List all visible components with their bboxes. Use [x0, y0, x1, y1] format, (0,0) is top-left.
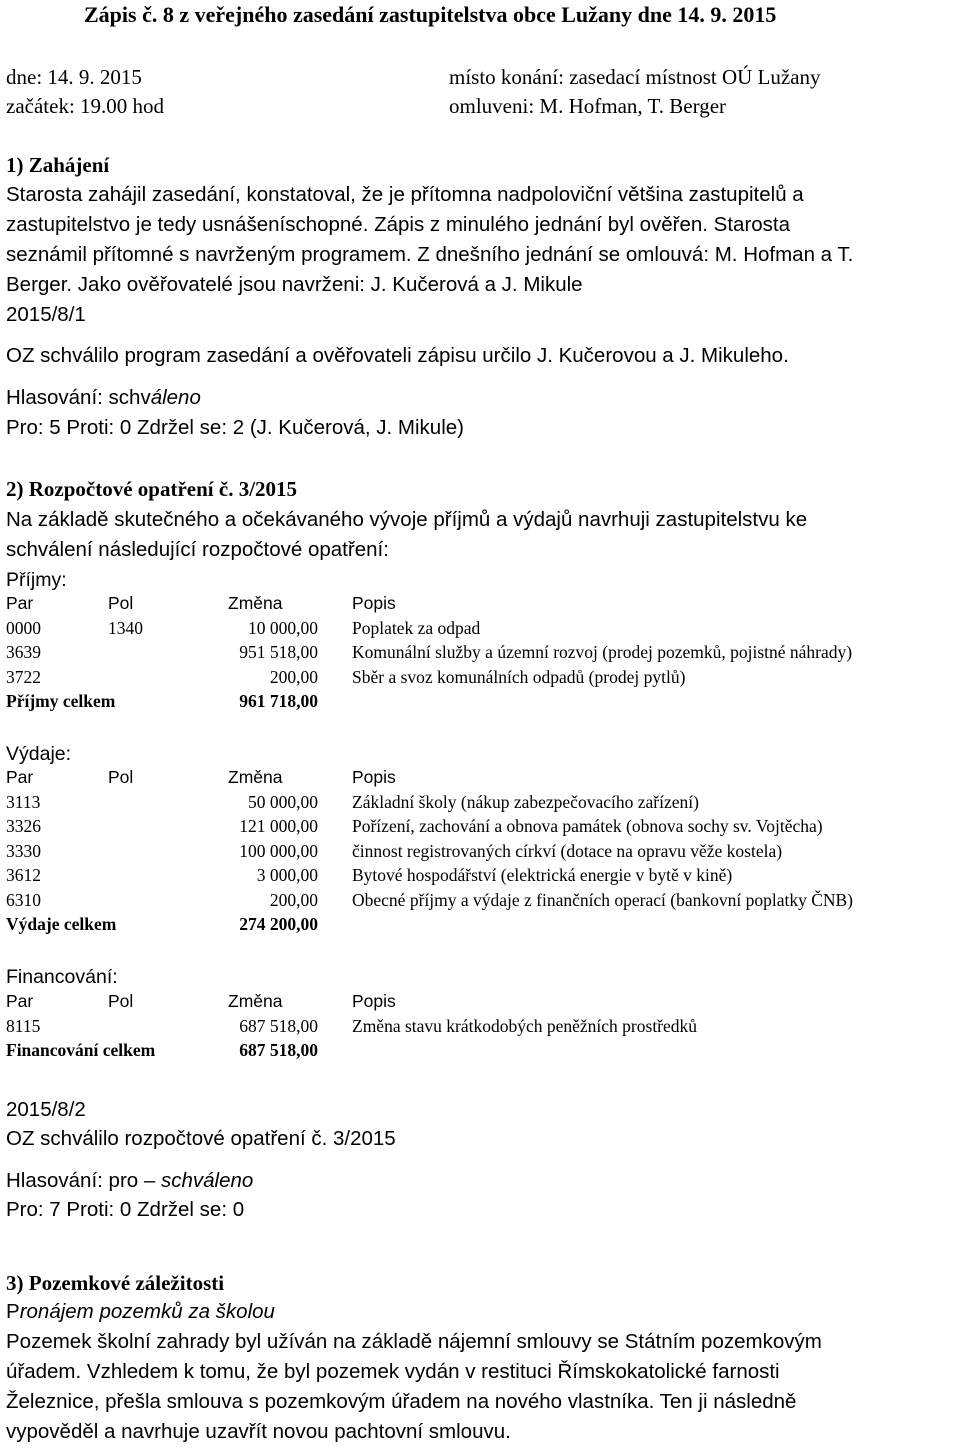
cell-popis: Pořízení, zachování a obnova památek (obnova sochy sv. Vojtěcha)	[352, 816, 823, 836]
cell-par: 6310	[6, 889, 41, 910]
cell-pol	[108, 665, 168, 690]
cell-pol	[108, 790, 168, 815]
table-row	[6, 1014, 697, 1039]
table-header-row	[6, 989, 697, 1014]
cell-zmena: 951 518,00	[239, 642, 318, 662]
section-1-line: Starosta zahájil zasedání, konstatoval, že je přítomna nadpoloviční většina zastupitelů a	[6, 183, 804, 206]
section-3-line: vypověděl a navrhuje uzavřít novou pachtovní smlouvu.	[6, 1420, 511, 1443]
section-1-line: seznámil přítomné s navrženým programem. Z dnešního jednání se omlouvá: M. Hofman a T.	[6, 243, 854, 266]
col-par: Par	[6, 991, 34, 1011]
section-2-intro-line: schválení následující rozpočtové opatření:	[6, 538, 389, 561]
col-popis: Popis	[352, 767, 396, 787]
col-pol: Pol	[108, 593, 134, 613]
col-popis: Popis	[352, 593, 396, 613]
table-row	[6, 863, 853, 888]
table-total-row	[6, 912, 853, 937]
total-label: Příjmy celkem	[6, 691, 116, 711]
section-2-intro-line: Na základě skutečného a očekávaného vývoje příjmů a výdajů navrhuji zastupitelstvu ke	[6, 508, 808, 531]
cell-pol	[108, 640, 168, 665]
cell-popis: Sběr a svoz komunálních odpadů (prodej pytlů)	[352, 666, 686, 687]
table-row	[6, 616, 852, 641]
cell-zmena: 50 000,00	[248, 791, 318, 812]
page-title: Zápis č. 8 z veřejného zasedání zastupitelstva obce Lužany dne 14. 9. 2015	[84, 2, 777, 27]
resolution-2-number: 2015/8/2	[6, 1098, 86, 1121]
income-table	[6, 591, 852, 714]
cell-zmena: 200,00	[269, 889, 318, 910]
section-3-line: Železnice, přešla smlouva s pozemkovým úřadem na nového vlastníka. Ten ji následně	[6, 1390, 797, 1413]
cell-popis: Základní školy (nákup zabezpečovacího zařízení)	[352, 791, 699, 812]
cell-par: 3330	[6, 840, 41, 861]
section-3-line: Pozemek školní zahrady byl užíván na základě nájemní smlouvy se Státním pozemkovým	[6, 1330, 822, 1353]
cell-par: 3326	[6, 816, 41, 836]
cell-zmena: 121 000,00	[239, 816, 318, 836]
income-label: Příjmy:	[6, 569, 67, 591]
subheading-initial: P	[6, 1300, 20, 1323]
cell-zmena: 3 000,00	[256, 865, 318, 885]
vote-1-label: Hlasování: schv	[6, 386, 151, 409]
section-3-subheading	[6, 1297, 956, 1327]
col-par: Par	[6, 767, 34, 787]
vote-2-count: Pro: 7 Proti: 0 Zdržel se: 0	[6, 1198, 245, 1221]
cell-pol	[108, 839, 168, 864]
cell-popis: Změna stavu krátkodobých peněžních prostředků	[352, 1015, 698, 1036]
col-zmena: Změna	[228, 991, 283, 1011]
cell-pol	[108, 888, 168, 913]
cell-pol: 1340	[108, 617, 143, 638]
table-total-row	[6, 1038, 697, 1063]
cell-par: 3612	[6, 865, 41, 885]
meeting-start: začátek: 19.00 hod	[6, 94, 165, 118]
cell-zmena: 687 518,00	[239, 1015, 318, 1036]
section-1-heading: 1) Zahájení	[6, 153, 110, 177]
cell-zmena: 10 000,00	[248, 617, 318, 638]
meeting-place: místo konání: zasedací místnost OÚ Lužany	[449, 65, 821, 89]
col-pol: Pol	[108, 991, 134, 1011]
section-2-heading: 2) Rozpočtové opatření č. 3/2015	[6, 477, 298, 501]
cell-par: 3722	[6, 666, 41, 687]
resolution-1-text: OZ schválilo program zasedání a ověřovateli zápisu určilo J. Kučerovou a J. Mikuleho.	[6, 344, 789, 367]
resolution-1-number: 2015/8/1	[6, 303, 86, 326]
total-value: 274 200,00	[239, 914, 318, 934]
section-3-line: úřadem. Vzhledem k tomu, že byl pozemek vydán v restituci Římskokatolické farnosti	[6, 1360, 780, 1383]
col-pol: Pol	[108, 767, 134, 787]
table-header-row	[6, 591, 852, 616]
cell-pol	[108, 863, 168, 888]
cell-popis: Poplatek za odpad	[352, 617, 481, 638]
cell-popis: činnost registrovaných církví (dotace na opravu věže kostela)	[352, 840, 783, 861]
col-zmena: Změna	[228, 593, 283, 613]
cell-par: 8115	[6, 1015, 41, 1036]
table-row	[6, 814, 853, 839]
col-par: Par	[6, 593, 34, 613]
meeting-date: dne: 14. 9. 2015	[6, 65, 142, 89]
table-row	[6, 665, 852, 690]
vote-2-result: schváleno	[160, 1169, 254, 1192]
cell-par: 3639	[6, 642, 41, 662]
total-value: 961 718,00	[239, 691, 318, 711]
section-3-text	[6, 1327, 956, 1447]
cell-popis: Bytové hospodářství (elektrická energie v bytě v kině)	[352, 865, 733, 885]
financing-label: Financování:	[6, 966, 118, 988]
section-3-heading: 3) Pozemkové záležitosti	[6, 1271, 225, 1295]
section-2-intro	[6, 505, 956, 565]
table-row	[6, 839, 853, 864]
subheading-rest: ronájem pozemků za školou	[19, 1300, 275, 1323]
cell-zmena: 100 000,00	[239, 840, 318, 861]
cell-zmena: 200,00	[269, 666, 318, 687]
cell-par: 3113	[6, 791, 41, 812]
vote-1	[6, 383, 956, 413]
total-label: Financování celkem	[6, 1040, 156, 1060]
table-row	[6, 790, 853, 815]
expenses-table	[6, 765, 853, 937]
vote-2-label: Hlasování: pro –	[6, 1169, 161, 1192]
col-zmena: Změna	[228, 767, 283, 787]
cell-popis: Obecné příjmy a výdaje z finančních operací (bankovní poplatky ČNB)	[352, 889, 854, 910]
section-1-text	[6, 180, 956, 300]
table-row	[6, 640, 852, 665]
cell-pol	[108, 1014, 168, 1039]
vote-1-count: Pro: 5 Proti: 0 Zdržel se: 2 (J. Kučerová, J. Mikule)	[6, 416, 464, 439]
vote-2	[6, 1166, 956, 1196]
resolution-2-text: OZ schválilo rozpočtové opatření č. 3/2015	[6, 1127, 396, 1150]
table-total-row	[6, 689, 852, 714]
section-1-line: Berger. Jako ověřovatelé jsou navrženi: J. Kučerová a J. Mikule	[6, 273, 583, 296]
table-row	[6, 888, 853, 913]
col-popis: Popis	[352, 991, 396, 1011]
section-1-line: zastupitelstvo je tedy usnášeníschopné. Zápis z minulého jednání byl ověřen. Starosta	[6, 213, 791, 236]
vote-1-result: áleno	[150, 386, 201, 409]
total-label: Výdaje celkem	[6, 914, 117, 934]
cell-pol	[108, 814, 168, 839]
expenses-label: Výdaje:	[6, 743, 72, 765]
table-header-row	[6, 765, 853, 790]
total-value: 687 518,00	[239, 1040, 318, 1060]
financing-table	[6, 989, 697, 1063]
cell-popis: Komunální služby a územní rozvoj (prodej pozemků, pojistné náhrady)	[352, 642, 853, 662]
excused-members: omluveni: M. Hofman, T. Berger	[449, 94, 727, 118]
cell-par: 0000	[6, 617, 41, 638]
